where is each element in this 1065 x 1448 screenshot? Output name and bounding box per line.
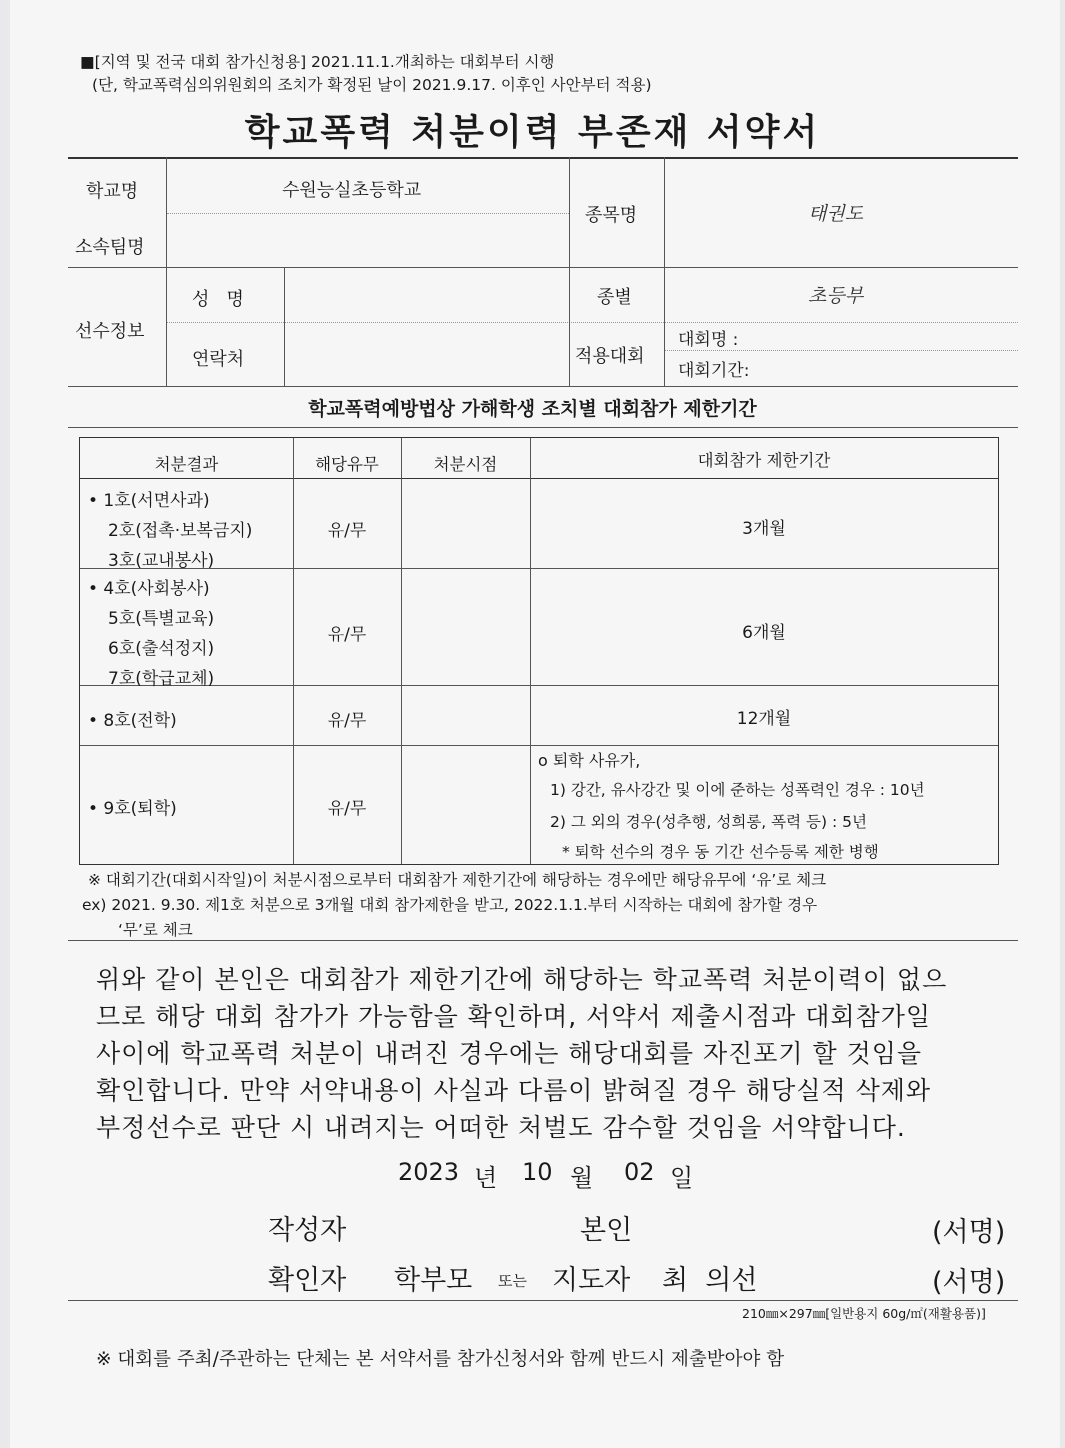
row4-line1: • 9호(퇴학) <box>88 799 177 819</box>
event-period-label: 대회기간: <box>678 361 750 381</box>
table-subtitle: 학교폭력예방법상 가해학생 조치별 대회참가 제한기간 <box>308 398 757 420</box>
pledge-line-2: 므로 해당 대회 참가가 가능함을 확인하며, 서약서 제출시점과 대회참가일 <box>96 1002 932 1031</box>
event-label: 적용대회 <box>575 346 645 367</box>
info-col-3 <box>569 157 570 386</box>
row2-line3: 6호(출석정지) <box>108 639 215 659</box>
row-border-3 <box>80 745 998 746</box>
date-year[interactable]: 2023 <box>398 1158 460 1186</box>
row4-yn[interactable]: 유/무 <box>327 799 367 819</box>
date-year-label: 년 <box>474 1164 498 1192</box>
row2-line2: 5호(특별교육) <box>108 609 215 629</box>
school-value[interactable]: 수원능실초등학교 <box>282 180 422 201</box>
row3-line1: • 8호(전학) <box>88 711 177 731</box>
info-col-2 <box>284 267 285 386</box>
row3-yn[interactable]: 유/무 <box>327 711 367 731</box>
col-border-3 <box>530 438 531 864</box>
row-border-2 <box>80 685 998 686</box>
division-label: 종별 <box>597 287 632 308</box>
table-header-border <box>80 478 998 479</box>
confirmer-sign-field[interactable]: (서명) <box>932 1267 1006 1298</box>
row-border-1 <box>80 568 998 569</box>
date-month-label: 월 <box>570 1164 594 1192</box>
name-label: 성 명 <box>192 289 244 310</box>
row1-yn[interactable]: 유/무 <box>327 521 367 541</box>
header-period: 대회참가 제한기간 <box>697 451 831 470</box>
row3-period: 12개월 <box>736 709 792 729</box>
restriction-table <box>79 437 999 865</box>
info-col-1 <box>166 157 167 386</box>
document-title: 학교폭력 처분이력 부존재 서약서 <box>244 112 821 153</box>
pledge-line-4: 확인합니다. 만약 서약내용이 사실과 다름이 밝혀질 경우 해당실적 삭제와 <box>96 1076 932 1105</box>
coach-label: 지도자 <box>552 1265 631 1296</box>
notes-divider <box>68 940 1018 941</box>
row2-line4: 7호(학급교체) <box>108 669 215 689</box>
col-border-2 <box>401 438 402 864</box>
contact-label: 연락처 <box>192 349 245 370</box>
or-label: 또는 <box>498 1272 527 1290</box>
header-date: 처분시점 <box>433 455 498 474</box>
info-dotted-3 <box>664 350 1018 351</box>
row1-period: 3개월 <box>742 519 786 539</box>
subtitle-underline <box>68 427 1018 428</box>
author-label: 작성자 <box>268 1215 347 1246</box>
header-result: 처분결과 <box>154 455 219 474</box>
info-divider-1 <box>68 267 1018 268</box>
paper-spec: 210㎜×297㎜[일반용지 60g/㎡(재활용품)] <box>742 1306 986 1321</box>
note-1: ※ 대회기간(대회시작일)이 처분시점으로부터 대회참가 제한기간에 해당하는 경우에만 해당유무에 ‘유’로 체크 <box>88 871 827 889</box>
row2-line1: • 4호(사회봉사) <box>88 579 210 599</box>
pledge-line-3: 사이에 학교폭력 처분이 내려진 경우에는 해당대회를 자진포기 할 것임을 <box>96 1039 923 1068</box>
row4-period-line3: 2) 그 외의 경우(성추행, 성희롱, 폭력 등) : 5년 <box>550 813 867 831</box>
row4-period-line4: * 퇴학 선수의 경우 동 기간 선수등록 제한 병행 <box>562 843 879 861</box>
info-dotted-1 <box>167 213 569 214</box>
info-dotted-2 <box>167 322 1018 323</box>
info-col-4 <box>664 157 665 386</box>
row4-period-line2: 1) 강간, 유사강간 및 이에 준하는 성폭력인 경우 : 10년 <box>550 781 925 799</box>
author-sign-field[interactable]: (서명) <box>932 1217 1006 1248</box>
school-label: 학교명 <box>86 181 139 202</box>
row1-line2: 2호(접촉·보복금지) <box>108 521 253 541</box>
pledge-line-5: 부정선수로 판단 시 내려지는 어떠한 처벌도 감수할 것임을 서약합니다. <box>96 1113 906 1142</box>
date-month[interactable]: 10 <box>522 1158 553 1186</box>
date-day[interactable]: 02 <box>624 1158 655 1186</box>
row1-line1: • 1호(서면사과) <box>88 491 210 511</box>
header-applicable: 해당유무 <box>315 455 379 474</box>
row2-yn[interactable]: 유/무 <box>327 625 367 645</box>
note-2: ex) 2021. 9.30. 제1호 처분으로 3개월 대회 참가제한을 받고, 2022.1.1.부터 시작하는 대회에 참가할 경우 <box>82 896 818 914</box>
sport-label: 종목명 <box>585 205 638 226</box>
event-name-label: 대회명 : <box>678 330 739 350</box>
row2-period: 6개월 <box>742 623 786 643</box>
division-value[interactable]: 초등부 <box>808 285 864 307</box>
row4-period-line1: o 퇴학 사유가, <box>538 751 641 770</box>
team-label: 소속팀명 <box>75 237 145 258</box>
coach-name[interactable]: 최 의선 <box>662 1265 758 1296</box>
row1-line3: 3호(교내봉사) <box>108 551 215 571</box>
info-bottom-border <box>68 386 1018 387</box>
notice-line-1: ■[지역 및 전국 대회 참가신청용] 2021.11.1.개최하는 대회부터 시행 <box>80 53 555 71</box>
author-value: 본인 <box>580 1215 633 1246</box>
note-3: ‘무’로 체크 <box>118 921 193 939</box>
sport-value[interactable]: 태권도 <box>808 203 864 225</box>
parent-label: 학부모 <box>394 1265 473 1296</box>
info-top-border <box>68 157 1018 159</box>
player-info-label: 선수정보 <box>75 321 145 342</box>
pledge-line-1: 위와 같이 본인은 대회참가 제한기간에 해당하는 학교폭력 처분이력이 없으 <box>96 965 948 994</box>
date-day-label: 일 <box>670 1164 694 1192</box>
signature-divider <box>68 1300 1018 1301</box>
notice-line-2: (단, 학교폭력심의위원회의 조치가 확정된 날이 2021.9.17. 이후인 사안부터 적용) <box>92 76 652 94</box>
confirmer-label: 확인자 <box>268 1265 347 1296</box>
footer-note: ※ 대회를 주최/주관하는 단체는 본 서약서를 참가신청서와 함께 반드시 제출받아야 함 <box>96 1349 785 1370</box>
